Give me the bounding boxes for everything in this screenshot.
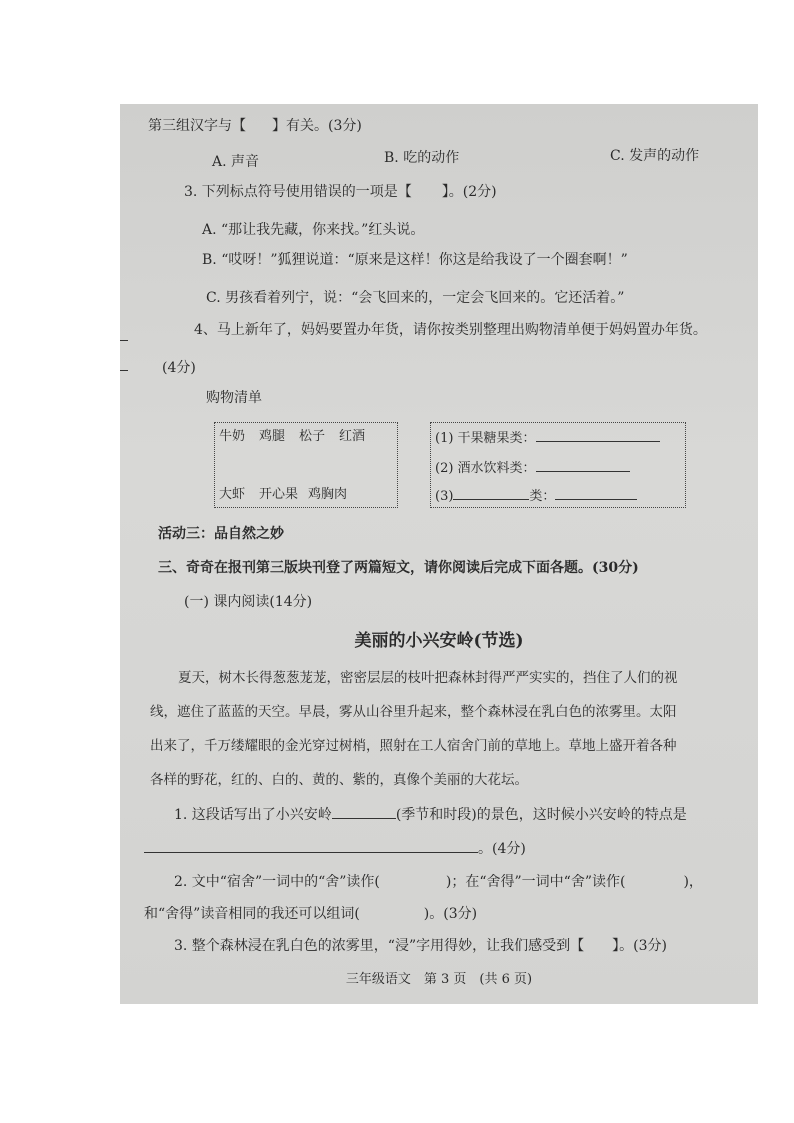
q4-stem: 4、马上新年了，妈妈要置办年货，请你按类别整理出购物清单便于妈妈置办年货。 [194,322,707,338]
page-footer: 三年级语文 第 3 页 (共 6 页) [345,972,533,987]
section-3-heading: 三、奇奇在报刊第三版块刊登了两篇短文，请你阅读后完成下面各题。(30分) [158,560,639,576]
category-2: (2) 酒水饮料类： [435,457,630,479]
q2-option-b: B. 吃的动作 [384,150,460,166]
article-title: 美丽的小兴安岭(节选) [354,631,524,651]
items-row-2: 大虾 开心果 鸡胸肉 [219,487,348,502]
part-1-heading: (一) 课内阅读(14分) [184,594,313,610]
season-blank[interactable] [332,804,396,819]
category-3-name-blank[interactable] [453,485,529,500]
reading-q3: 3. 整个森林浸在乳白色的浓雾里，“浸”字用得妙，让我们感受到【 】。(3分) [174,938,667,954]
q2-option-a: A. 声音 [212,154,260,170]
reading-q1: 1. 这段话写出了小兴安岭 (季节和时段)的景色，这时候小兴安岭的特点是 [174,804,687,825]
category-3-blank[interactable] [555,485,637,500]
margin-mark [120,340,128,341]
article-line: 出来了，千万缕耀眼的金光穿过树梢，照射在工人宿舍门前的草地上。草地上盛开着各种 [150,738,677,754]
category-answer-box [430,422,686,508]
article-line: 各样的野花，红的、白的、黄的、紫的，真像个美丽的大花坛。 [150,772,528,788]
reading-q2: 2. 文中“宿舍”一词中的“舍”读作( )；在“舍得”一词中“舍”读作( )， [174,874,703,890]
q3-option-b: B. “哎呀！”狐狸说道：“原来是这样！你这是给我设了一个圈套啊！” [202,252,628,268]
margin-mark [120,370,128,371]
q2-stem: 第三组汉字与【 】有关。(3分) [148,118,362,134]
exam-page [120,104,758,1004]
q4-score: (4分) [162,360,196,376]
items-row-1: 牛奶 鸡腿 松子 红酒 [219,429,366,444]
shopping-list-title: 购物清单 [206,390,262,406]
category-3: (3) 类： [435,485,637,507]
shopping-items-box [214,422,398,508]
q3-option-a: A. “那让我先藏，你来找。”红头说。 [202,222,425,238]
category-2-blank[interactable] [536,457,630,472]
article-line: 夏天，树木长得葱葱茏茏，密密层层的枝叶把森林封得严严实实的，挡住了人们的视 [178,670,678,686]
q3-option-c: C. 男孩看着列宁，说：“会飞回来的，一定会飞回来的。它还活着。” [206,290,625,306]
article-line: 线，遮住了蓝蓝的天空。早晨，雾从山谷里升起来，整个森林浸在乳白色的浓雾里。太阳 [150,704,677,720]
activity-heading: 活动三：品自然之妙 [158,526,284,542]
category-1-blank[interactable] [536,427,660,442]
reading-q1-cont: 。(4分) [144,838,526,859]
category-1: (1) 干果糖果类： [435,427,660,449]
q3-stem: 3. 下列标点符号使用错误的一项是【 】。(2分) [184,184,497,200]
reading-q2-cont: 和“舍得”读音相同的我还可以组词( )。(3分) [144,906,478,922]
feature-blank[interactable] [144,838,478,853]
q2-option-c: C. 发声的动作 [610,148,700,164]
